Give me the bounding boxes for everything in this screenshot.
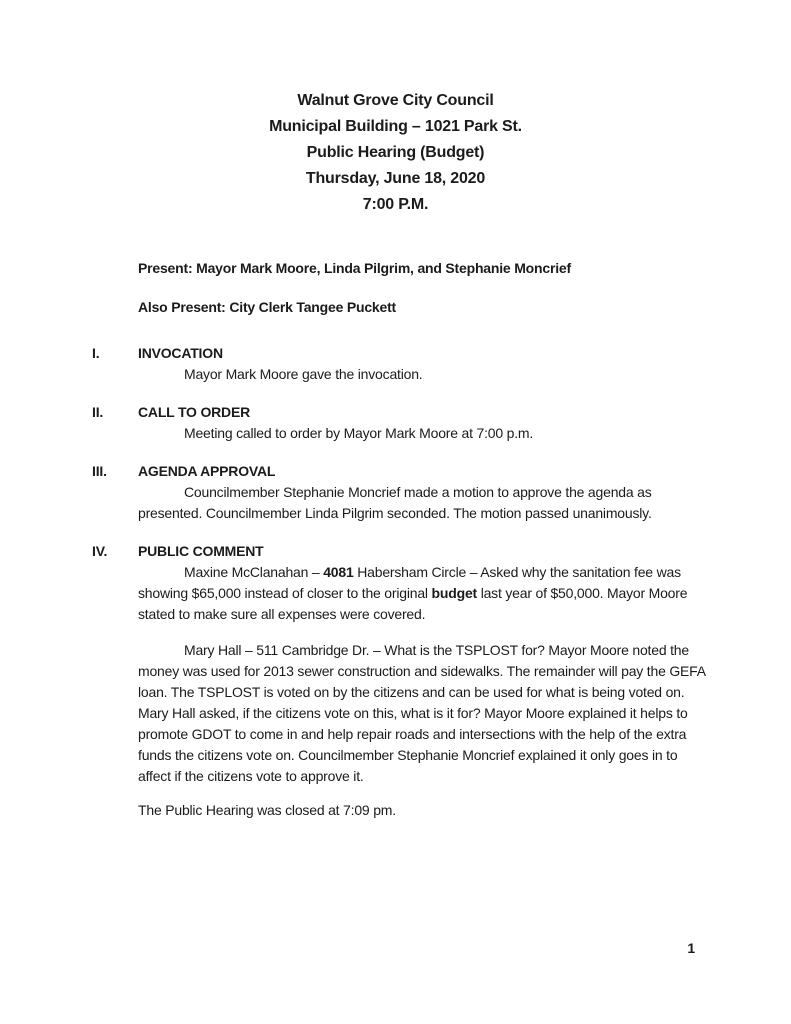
section-heading: AGENDA APPROVAL xyxy=(138,463,276,479)
maxine-address-number: 4081 xyxy=(323,564,354,580)
maxine-text-mid: Habersham Circle – Asked why the sanitation fee was showing $65,000 instead of closer to the original xyxy=(138,564,681,601)
title-line-time: 7:00 P.M. xyxy=(362,196,429,213)
title-line-date: Thursday, June 18, 2020 xyxy=(305,170,486,187)
maxine-text-post: last year of $50,000. Mayor Moore stated to make sure all expenses were covered. xyxy=(138,585,688,622)
section-heading: INVOCATION xyxy=(138,345,223,361)
maxine-bold-word: budget xyxy=(431,585,477,601)
title-line-council: Walnut Grove City Council xyxy=(297,92,494,109)
section-public-comment xyxy=(92,541,706,821)
title-line-location: Municipal Building – 1021 Park St. xyxy=(269,118,522,135)
public-comment-mary-paragraph: Mary Hall – 511 Cambridge Dr. – What is the TSPLOST for? Mayor Moore noted the money was used for 2013 sewer construction and sidewalks. The remainder will pay the GEFA loan. The TSPLOST is voted on by the citizens and can be used for what is being voted on. Mary Hall asked, if the citizens vote on this, what is it for? Mayor Moore explained it helps to promote GDOT to come in and help repair roads and intersections with the help of the extra funds the citizens vote on. Councilmember Stephanie Moncrief explained it only goes in to affect if the citizens vote to approve it. xyxy=(138,642,706,784)
section-paragraph: Councilmember Stephanie Moncrief made a motion to approve the agenda as presented. Councilmember Linda Pilgrim seconded. The motion passed unanimously. xyxy=(138,484,652,521)
section-heading: CALL TO ORDER xyxy=(138,404,250,420)
title-line-meeting-type: Public Hearing (Budget) xyxy=(306,144,485,161)
document-title-block xyxy=(0,88,791,218)
section-numeral: II. xyxy=(92,404,104,420)
section-agenda-approval xyxy=(92,461,706,524)
section-paragraph: Meeting called to order by Mayor Mark Moore at 7:00 p.m. xyxy=(184,425,534,441)
present-line: Present: Mayor Mark Moore, Linda Pilgrim, and Stephanie Moncrief xyxy=(138,260,571,276)
public-hearing-closing-line: The Public Hearing was closed at 7:09 pm. xyxy=(138,802,396,818)
document-body xyxy=(92,218,706,821)
section-call-to-order xyxy=(92,402,706,444)
section-numeral: IV. xyxy=(92,543,108,559)
section-paragraph: Mayor Mark Moore gave the invocation. xyxy=(184,366,423,382)
section-numeral: I. xyxy=(92,345,100,361)
page-number: 1 xyxy=(687,940,695,956)
public-comment-maxine-paragraph xyxy=(138,562,706,625)
section-numeral: III. xyxy=(92,463,107,479)
section-invocation xyxy=(92,343,706,385)
also-present-line: Also Present: City Clerk Tangee Puckett xyxy=(138,299,397,315)
maxine-text-pre: Maxine McClanahan – xyxy=(184,564,324,580)
section-heading: PUBLIC COMMENT xyxy=(138,543,264,559)
